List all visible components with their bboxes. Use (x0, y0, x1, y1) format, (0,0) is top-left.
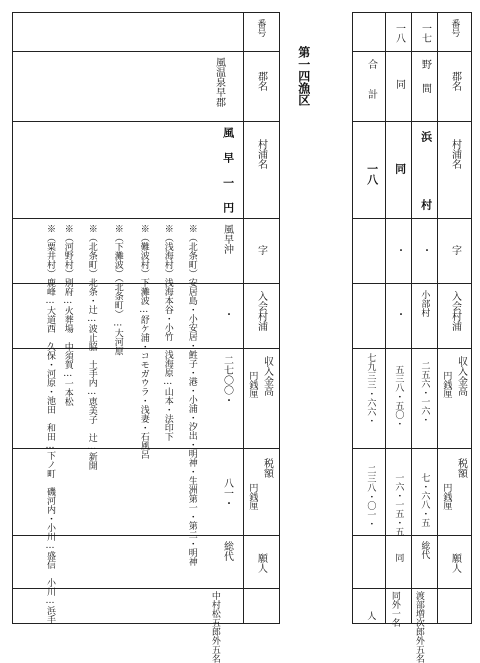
row-17-tax: 七・六八・五 (419, 473, 430, 527)
row-17-district: 野間 (419, 59, 431, 107)
header-applicant: 願人 (449, 553, 461, 573)
row-17-village: 浜 (419, 131, 433, 142)
row-18-common-village: ・ (393, 309, 405, 319)
row-17-applicant: 渡部増次郎外五名 (413, 591, 424, 663)
row-17-yield: 二五六・一六・ (419, 361, 430, 424)
header-yield: 収入金高 (261, 356, 273, 396)
total-tax: 二三八・〇一・ (365, 465, 376, 528)
header-village: 村浦名 (255, 139, 267, 169)
header-number: 番号 (449, 19, 460, 37)
row-18-village: 同 (393, 163, 407, 174)
district-cell: 風温泉早郡 (213, 57, 225, 107)
note-line: ※（北条町）安居島・小安居・鮏子・港・小浦・汐出・明神・生洲第一・第二・明神 (186, 224, 197, 566)
note-line: ※（難波村）下灘波…舒ケ浦・コモガウラ・浅妻・石風呂 (138, 224, 149, 459)
note-line: ※（河野村）別府…火葬場 中須賀…一本松 (62, 224, 73, 406)
row-18-applicant-rep: 同 (393, 553, 404, 562)
applicant-cell: 中村松五郎外五名 (209, 591, 220, 663)
header-place: 字 (255, 245, 267, 255)
row-18-district: 同 (393, 79, 405, 89)
row-18-yield: 五三八・五〇・ (393, 365, 404, 428)
total-count: 一八 (365, 163, 379, 185)
total-yield: 七九三三・六六・ (365, 353, 376, 425)
fishing-table-left (12, 12, 280, 663)
row-17-village-suffix: 村 (419, 199, 433, 210)
header-tax: 税額 (261, 458, 273, 478)
header-common-village: 入会村浦 (255, 291, 267, 331)
row-17-number: 一七 (419, 23, 431, 43)
row-17-place: ・ (419, 245, 431, 255)
header-yield-unit: 円銭厘 (441, 371, 452, 398)
note-line: ※（浅海村）浅海本谷・小竹 浅海原…山本・法印下 (162, 224, 173, 441)
total-label: 合計 (365, 59, 377, 119)
tax-cell: 八一・ (221, 478, 233, 508)
header-village: 村浦名 (449, 139, 461, 169)
header-tax-unit: 円銭厘 (441, 483, 452, 510)
total-applicant: 人 (365, 611, 376, 620)
row-17-applicant-rep: 総代 (419, 541, 430, 559)
note-line: ※（北条町）北条・辻…波止脇 土手内…恵美子 辻…新開 (86, 224, 97, 470)
yield-cell: 二七〇〇・ (221, 355, 233, 405)
note-line: ※（粟井村）鹿峰…大道西 久保・河原・池田 和田…下ノ町 磯河内・小川…盛信 小川…浜手 (45, 224, 55, 624)
header-common-village: 入会村浦 (449, 291, 461, 331)
row-18-applicant: 同外一名 (389, 591, 400, 627)
village-cell: 風早一円 (221, 127, 235, 227)
common-village-cell: ・ (221, 309, 233, 319)
applicant-rep-cell: 総代 (221, 541, 233, 561)
row-18-place: ・ (393, 245, 405, 255)
section-title: 第一四漁区 (296, 46, 311, 106)
header-yield-unit: 円銭厘 (247, 371, 258, 398)
row-17-common-village: 小部村 (419, 290, 430, 317)
note-line: ※（下灘波）（北条町）…大河原 (112, 224, 123, 356)
row-18-number: 一八 (393, 23, 405, 43)
fishing-table-right (352, 12, 472, 663)
header-tax: 税額 (455, 458, 467, 478)
header-yield: 収入金高 (455, 356, 467, 396)
row-18-tax: 一六・一五・五 (393, 473, 404, 536)
header-tax-unit: 円銭厘 (247, 483, 258, 510)
header-applicant: 願人 (255, 553, 267, 573)
header-number: 番号 (255, 19, 266, 37)
header-district: 郡名 (255, 71, 267, 91)
header-district: 郡名 (449, 71, 461, 91)
header-place: 字 (449, 245, 461, 255)
place-cell: 風早沖 (221, 224, 233, 254)
